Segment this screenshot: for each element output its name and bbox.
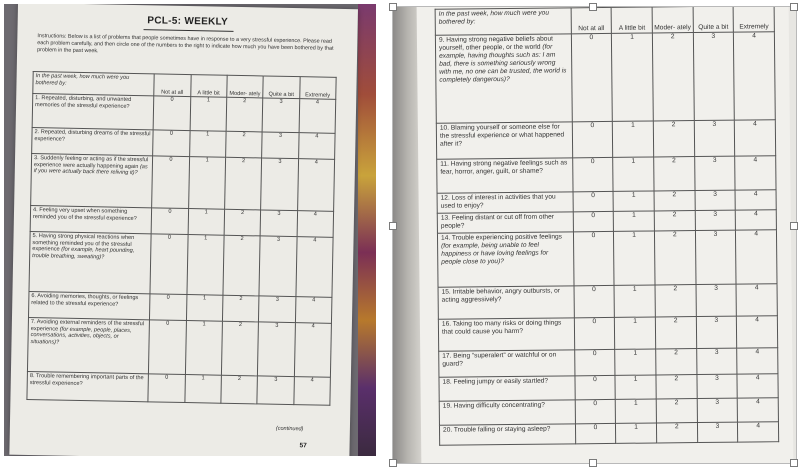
- item-example: (for example, being unable to feel happiness or have loving feelings for people close to you)?: [441, 241, 549, 266]
- item-text: [439, 376, 575, 401]
- header-question: In the past week, how much were you bothered by:: [435, 8, 571, 35]
- item-question: 18. Feeling jumpy or easily startled?: [442, 377, 549, 386]
- resize-handle-bottom[interactable]: [589, 459, 597, 467]
- rating-option-0[interactable]: 0: [153, 130, 190, 157]
- table-row: [31, 154, 335, 212]
- header-quite-a-bit: Quite a bit: [693, 6, 734, 32]
- item-question: 19. Having difficulty concentrating?: [442, 401, 545, 410]
- rating-option-0[interactable]: 0: [152, 156, 189, 209]
- rating-option-1[interactable]: 1: [612, 33, 654, 121]
- rating-option-1[interactable]: 1: [615, 399, 656, 423]
- item-question: 10. Blaming yourself or someone else for the stressful experience or what happened after it?: [439, 123, 565, 148]
- rating-option-4[interactable]: 4: [736, 230, 777, 284]
- item-question: 16. Taking too many risks or doing things that could cause you harm?: [441, 319, 562, 336]
- rating-option-3[interactable]: 3: [696, 316, 737, 348]
- table-row: [32, 94, 336, 134]
- item-example: (for example, heart pounding, trouble breathing, sweating)?: [32, 246, 135, 260]
- item-example: (for example, having thoughts such as: I am bad, there is something seriously wrong with me, no one can be trusted, the world is completely dangerous)?: [439, 43, 567, 84]
- rating-option-0[interactable]: 0: [573, 211, 614, 231]
- item-text: [27, 371, 149, 401]
- rating-option-0[interactable]: 0: [575, 399, 616, 423]
- rating-option-2[interactable]: 2: [221, 375, 258, 404]
- rating-option-2[interactable]: 2: [652, 33, 694, 121]
- item-example: (as if you were actually back there reliving it)?: [33, 163, 148, 177]
- rating-option-2[interactable]: 2: [654, 157, 695, 191]
- item-text: [439, 424, 575, 445]
- rating-option-2[interactable]: 2: [224, 209, 261, 236]
- rating-option-3[interactable]: 3: [262, 132, 299, 159]
- resize-handle-top[interactable]: [589, 3, 597, 11]
- rating-option-3[interactable]: 3: [261, 158, 298, 211]
- rating-option-2[interactable]: 2: [225, 157, 262, 210]
- title-underline: [144, 29, 234, 32]
- rating-option-3[interactable]: 3: [695, 230, 736, 284]
- item-question: 7. Avoiding external reminders of the stressful experience: [30, 319, 145, 333]
- header-quite-a-bit: Quite a bit: [263, 76, 300, 99]
- item-text: [439, 350, 575, 377]
- rating-option-0[interactable]: 0: [151, 208, 188, 235]
- rating-option-0[interactable]: 0: [574, 317, 615, 349]
- rating-option-4[interactable]: 4: [737, 348, 778, 374]
- rating-option-1[interactable]: 1: [615, 317, 656, 349]
- rating-option-4[interactable]: 4: [735, 156, 776, 190]
- header-moderately: Moder- ately: [227, 75, 264, 98]
- page-number: 57: [299, 442, 307, 450]
- table-row: [438, 316, 777, 352]
- page-title: PCL-5: WEEKLY: [147, 15, 229, 28]
- book-spine: [358, 4, 376, 456]
- rating-option-4[interactable]: 4: [299, 99, 336, 134]
- rating-option-3[interactable]: 3: [260, 210, 297, 237]
- rating-option-2[interactable]: 2: [226, 131, 263, 158]
- rating-option-4[interactable]: 4: [298, 133, 335, 160]
- rating-option-3[interactable]: 3: [693, 32, 735, 120]
- item-question: 3. Suddenly feeling or acting as if the stressful experience were actually happening again: [33, 155, 149, 170]
- rating-option-1[interactable]: 1: [184, 375, 221, 404]
- rating-option-3[interactable]: 3: [262, 98, 299, 133]
- item-text: [31, 154, 153, 208]
- rating-option-4[interactable]: 4: [293, 377, 330, 406]
- item-text: [437, 192, 573, 213]
- rating-option-0[interactable]: 0: [574, 285, 615, 317]
- item-example: (for example, people, places, conversations, activities, objects, or situations)?: [30, 326, 132, 346]
- rating-option-4[interactable]: 4: [734, 32, 776, 120]
- item-text: [438, 286, 574, 319]
- header-not-at-all: Not at all: [571, 7, 612, 33]
- rating-option-4[interactable]: 4: [735, 190, 776, 210]
- item-question: 4. Feeling very upset when something reminded you of the stressful experience?: [32, 207, 137, 222]
- rating-option-2[interactable]: 2: [656, 423, 697, 443]
- table-row: [27, 371, 330, 405]
- table-row: [439, 422, 778, 446]
- rating-option-0[interactable]: 0: [150, 294, 187, 321]
- rating-option-2[interactable]: 2: [656, 375, 697, 399]
- rating-option-1[interactable]: 1: [613, 191, 654, 211]
- right-page: [417, 6, 794, 464]
- item-text: [437, 158, 573, 193]
- rating-option-4[interactable]: 4: [738, 398, 779, 422]
- rating-option-1[interactable]: 1: [190, 97, 227, 132]
- item-question: 8. Trouble remembering important parts of the stressful experience?: [29, 373, 144, 387]
- rating-option-4[interactable]: 4: [295, 297, 332, 324]
- header-extremely: Extremely: [733, 6, 774, 32]
- rating-option-0[interactable]: 0: [573, 191, 614, 211]
- item-question: 1. Repeated, disturbing, and unwanted memories of the stressful experience?: [35, 95, 132, 110]
- table-row: [29, 232, 333, 298]
- rating-option-2[interactable]: 2: [653, 121, 694, 157]
- resize-handle-right[interactable]: [790, 222, 798, 230]
- rating-option-2[interactable]: 2: [222, 295, 259, 322]
- rating-option-1[interactable]: 1: [185, 321, 222, 376]
- rating-option-3[interactable]: 3: [696, 348, 737, 374]
- table-row: [27, 317, 331, 377]
- instructions-text: Instructions: Below is a list of problems that people sometimes have in response to a very stressful experience. Please read each problem carefully, and then circle one of the numbers to the right to indicate how much you have been bothered by that problem in the past week.: [37, 33, 334, 55]
- rating-option-1[interactable]: 1: [187, 235, 225, 296]
- header-not-at-all: Not at all: [154, 74, 191, 97]
- header-question: In the past week, how much were you bothered by:: [33, 72, 155, 96]
- left-page: [9, 4, 358, 456]
- item-text: [32, 94, 154, 130]
- rating-option-0[interactable]: 0: [574, 349, 615, 375]
- rating-option-4[interactable]: 4: [296, 237, 334, 298]
- item-text: [32, 128, 154, 156]
- resize-handle-top-left[interactable]: [389, 3, 397, 11]
- rating-option-1[interactable]: 1: [613, 121, 654, 157]
- item-text: [438, 318, 574, 351]
- rating-option-1[interactable]: 1: [189, 131, 226, 158]
- questionnaire-table-right: [435, 6, 780, 446]
- rating-option-1[interactable]: 1: [186, 295, 223, 322]
- item-text: [27, 317, 149, 373]
- resize-handle-bottom-right[interactable]: [790, 459, 798, 467]
- rating-option-0[interactable]: 0: [572, 121, 613, 157]
- table-row: [437, 230, 777, 288]
- rating-option-2[interactable]: 2: [654, 231, 695, 285]
- rating-option-4[interactable]: 4: [737, 374, 778, 398]
- rating-option-1[interactable]: 1: [614, 231, 655, 285]
- rating-option-3[interactable]: 3: [258, 322, 295, 377]
- rating-option-4[interactable]: 4: [297, 211, 334, 238]
- rating-option-1[interactable]: 1: [614, 285, 655, 317]
- rating-option-4[interactable]: 4: [735, 120, 776, 156]
- item-question: 6. Avoiding memories, thoughts, or feelings related to the stressful experience?: [31, 293, 139, 308]
- item-question: 5. Having strong physical reactions when something reminded you of the stressful experience: [32, 233, 135, 253]
- item-question: 17. Being “superalert” or watchful or on guard?: [442, 351, 557, 368]
- rating-option-4[interactable]: 4: [736, 210, 777, 230]
- table-row: [436, 120, 775, 160]
- item-text: [30, 206, 152, 234]
- rating-option-0[interactable]: 0: [575, 423, 616, 443]
- rating-option-4[interactable]: 4: [738, 422, 779, 442]
- rating-option-1[interactable]: 1: [616, 423, 657, 443]
- table-row: [437, 156, 776, 194]
- rating-option-3[interactable]: 3: [696, 284, 737, 316]
- item-text: [435, 34, 572, 123]
- rating-option-2[interactable]: 2: [221, 321, 258, 376]
- header-moderately: Moder- ately: [652, 7, 693, 33]
- rating-option-2[interactable]: 2: [654, 211, 695, 231]
- resize-handle-top-right[interactable]: [790, 3, 798, 11]
- header-a-little-bit: A little bit: [611, 7, 652, 33]
- resize-handle-left[interactable]: [389, 222, 397, 230]
- table-row: [435, 32, 775, 124]
- rating-option-1[interactable]: 1: [613, 157, 654, 191]
- left-page-photo: [4, 4, 376, 456]
- rating-option-3[interactable]: 3: [697, 374, 738, 398]
- rating-option-3[interactable]: 3: [694, 120, 735, 156]
- rating-option-4[interactable]: 4: [294, 323, 331, 378]
- table-row: [439, 348, 778, 378]
- rating-option-3[interactable]: 3: [695, 210, 736, 230]
- item-question: 14. Trouble experiencing positive feelings: [440, 233, 563, 242]
- table-row: [439, 374, 778, 402]
- rating-option-3[interactable]: 3: [695, 190, 736, 210]
- item-question: 20. Trouble falling or staying asleep?: [442, 425, 551, 434]
- rating-option-2[interactable]: 2: [226, 97, 263, 132]
- rating-option-3[interactable]: 3: [259, 296, 296, 323]
- item-question: 15. Irritable behavior, angry outbursts, or acting aggressively?: [441, 287, 561, 304]
- rating-option-2[interactable]: 2: [223, 235, 261, 296]
- rating-option-3[interactable]: 3: [257, 376, 294, 405]
- table-row: [439, 398, 778, 426]
- header-extremely: Extremely: [299, 77, 336, 100]
- resize-handle-bottom-left[interactable]: [389, 459, 397, 467]
- rating-option-0[interactable]: 0: [150, 234, 188, 295]
- item-question: 11. Having strong negative feelings such as fear, horror, anger, guilt, or shame?: [440, 159, 568, 176]
- rating-option-0[interactable]: 0: [148, 374, 185, 403]
- item-text: [29, 232, 151, 294]
- table-header-row: [435, 6, 774, 35]
- item-text: [439, 400, 575, 425]
- rating-option-0[interactable]: 0: [572, 157, 613, 191]
- rating-option-0[interactable]: 0: [575, 375, 616, 399]
- right-page-photo: [392, 6, 797, 464]
- item-question: 13. Feeling distant or cut off from other people?: [440, 213, 554, 230]
- item-text: [436, 122, 572, 159]
- rating-option-4[interactable]: 4: [736, 284, 777, 316]
- rating-option-0[interactable]: 0: [153, 96, 190, 131]
- rating-option-4[interactable]: 4: [297, 159, 334, 212]
- rating-option-3[interactable]: 3: [694, 156, 735, 190]
- questionnaire-table-left: [26, 71, 336, 406]
- rating-option-1[interactable]: 1: [615, 375, 656, 399]
- rating-option-2[interactable]: 2: [656, 399, 697, 423]
- rating-option-0[interactable]: 0: [571, 33, 613, 121]
- rating-option-2[interactable]: 2: [655, 285, 696, 317]
- rating-option-0[interactable]: 0: [573, 231, 614, 285]
- rating-option-1[interactable]: 1: [615, 349, 656, 375]
- item-question: 2. Repeated, disturbing dreams of the stressful experience?: [34, 129, 151, 143]
- item-text: [28, 292, 150, 320]
- item-text: [437, 232, 573, 287]
- table-row: [438, 284, 777, 320]
- rating-option-2[interactable]: 2: [655, 317, 696, 349]
- rating-option-1[interactable]: 1: [614, 211, 655, 231]
- rating-option-2[interactable]: 2: [656, 349, 697, 375]
- item-question: 9. Having strong negative beliefs about yourself, other people, or the world: [438, 35, 553, 52]
- rating-option-4[interactable]: 4: [737, 316, 778, 348]
- rating-option-0[interactable]: 0: [149, 320, 186, 375]
- item-question: 12. Loss of interest in activities that you used to enjoy?: [440, 193, 556, 210]
- rating-option-3[interactable]: 3: [259, 236, 297, 297]
- header-a-little-bit: A little bit: [190, 75, 227, 98]
- rating-option-3[interactable]: 3: [697, 398, 738, 422]
- rating-option-1[interactable]: 1: [188, 157, 225, 210]
- rating-option-1[interactable]: 1: [188, 209, 225, 236]
- item-text: [437, 212, 573, 233]
- continued-note: (continued): [275, 425, 304, 433]
- rating-option-3[interactable]: 3: [697, 422, 738, 442]
- rating-option-2[interactable]: 2: [654, 191, 695, 211]
